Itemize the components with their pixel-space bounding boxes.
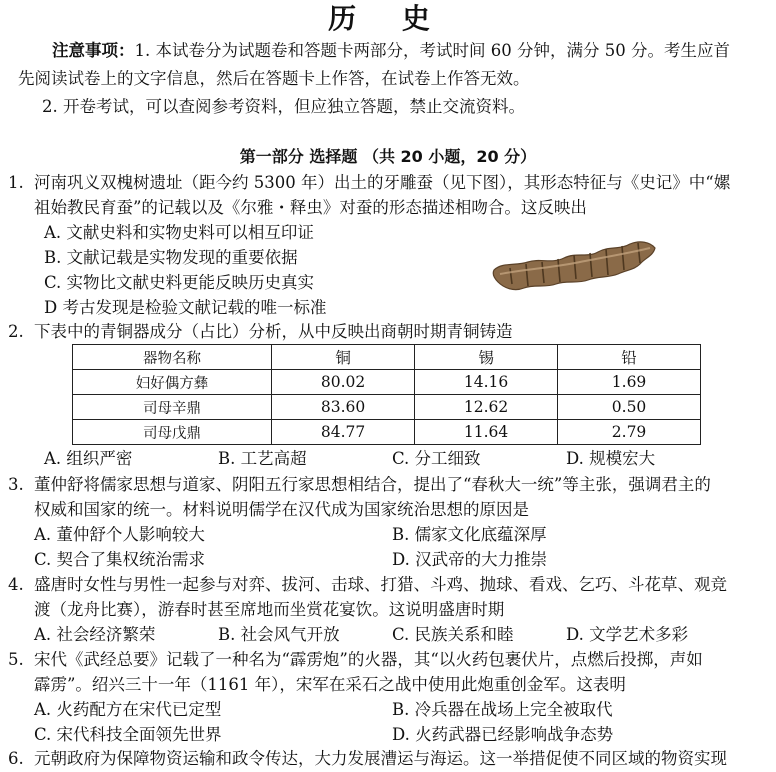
question-2-text-line1: 下表中的青铜器成分（占比）分析，从中反映出商朝时期青铜铸造	[34, 322, 513, 341]
notice-line-1	[52, 38, 730, 64]
question-number: 5.	[8, 650, 24, 669]
table-row	[73, 395, 701, 420]
q3-option-d: D. 汉武帝的大力推崇	[392, 550, 548, 569]
q4-option-a: A. 社会经济繁荣	[34, 625, 156, 644]
q3-option-a: A. 董仲舒个人影响较大	[34, 525, 205, 544]
question-number: 3.	[8, 475, 24, 494]
q1-option-a: A. 文献史料和实物史料可以相互印证	[44, 223, 314, 242]
table-cell: 80.02	[272, 370, 415, 395]
q2-option-a: A. 组织严密	[44, 449, 133, 468]
q1-option-c: C. 实物比文献史料更能反映历史真实	[44, 273, 315, 292]
table-cell: 12.62	[415, 395, 558, 420]
table-row	[73, 420, 701, 445]
bronze-composition-table	[72, 344, 701, 445]
table-cell: 1.69	[558, 370, 701, 395]
q2-option-d: D. 规模宏大	[566, 449, 656, 468]
table-header-row	[73, 345, 701, 370]
q5-option-d: D. 火药武器已经影响战争态势	[392, 725, 614, 744]
ivory-silkworm-image	[490, 236, 658, 296]
question-3-text-line1: 董仲舒将儒家思想与道家、阴阳五行家思想相结合，提出了“春秋大一统”等主张，强调君主的	[34, 475, 711, 494]
q5-option-c: C. 宋代科技全面领先世界	[34, 725, 222, 744]
q4-option-c: C. 民族关系和睦	[392, 625, 514, 644]
notice-item2: 2. 开卷考试，可以查阅参考资料，但应独立答题，禁止交流资料。	[42, 97, 525, 116]
question-4-text-line2: 渡（龙舟比赛），游春时甚至席地而坐赏花宴饮。这说明盛唐时期	[34, 600, 505, 619]
table-header-cell: 铜	[272, 345, 415, 370]
table-cell: 83.60	[272, 395, 415, 420]
q5-option-b: B. 冷兵器在战场上完全被取代	[392, 700, 613, 719]
exam-title: 历 史	[328, 2, 448, 35]
question-5-text-line2: 霹雳”。绍兴三十一年（1161 年），宋军在采石之战中使用此炮重创金军。这表明	[34, 675, 626, 694]
table-cell: 11.64	[415, 420, 558, 445]
section-heading: 第一部分 选择题 （共 20 小题，20 分）	[239, 147, 537, 166]
q3-option-b: B. 儒家文化底蕴深厚	[392, 525, 547, 544]
question-3-text-line2: 权威和国家的统一。材料说明儒学在汉代成为国家统治思想的原因是	[34, 500, 529, 519]
table-header-cell: 铅	[558, 345, 701, 370]
q4-option-b: B. 社会风气开放	[218, 625, 340, 644]
table-cell: 0.50	[558, 395, 701, 420]
q3-option-c: C. 契合了集权统治需求	[34, 550, 206, 569]
question-1-text-line1: 河南巩义双槐树遗址（距今约 5300 年）出土的牙雕蚕（见下图），其形态特征与《史记》中“嫘	[34, 173, 731, 192]
notice-item1-line2: 先阅读试卷上的文字信息，然后在答题卡上作答，在试卷上作答无效。	[18, 69, 530, 88]
question-number: 4.	[8, 575, 24, 594]
question-6-text-line1: 元朝政府为保障物资运输和政令传达，大力发展漕运与海运。这一举措促使不同区域的物资实现	[34, 749, 727, 768]
question-number: 6.	[8, 749, 24, 768]
q4-option-d: D. 文学艺术多彩	[566, 625, 689, 644]
notice-item1-line1: 1. 本试卷分为试题卷和答题卡两部分，考试时间 60 分钟，满分 50 分。考生应首	[134, 41, 730, 60]
table-row	[73, 370, 701, 395]
q2-option-c: C. 分工细致	[392, 449, 481, 468]
table-cell: 司母辛鼎	[73, 395, 272, 420]
table-header-cell: 锡	[415, 345, 558, 370]
q5-option-a: A. 火药配方在宋代已定型	[34, 700, 222, 719]
question-4-text-line1: 盛唐时女性与男性一起参与对弈、拔河、击球、打猎、斗鸡、抛球、看戏、乞巧、斗花草、观竞	[34, 575, 727, 594]
table-cell: 司母戊鼎	[73, 420, 272, 445]
question-number: 1.	[8, 173, 24, 192]
question-number: 2.	[8, 322, 24, 341]
table-cell: 妇好偶方彝	[73, 370, 272, 395]
table-cell: 14.16	[415, 370, 558, 395]
table-header-cell: 器物名称	[73, 345, 272, 370]
notice-label: 注意事项：	[52, 41, 135, 60]
question-1-text-line2: 祖始教民育蚕”的记载以及《尔雅・释虫》对蚕的形态描述相吻合。这反映出	[34, 198, 587, 217]
q1-option-d: D 考古发现是检验文献记载的唯一标准	[44, 298, 327, 317]
table-cell: 84.77	[272, 420, 415, 445]
q1-option-b: B. 文献记载是实物发现的重要依据	[44, 248, 298, 267]
question-5-text-line1: 宋代《武经总要》记载了一种名为“霹雳炮”的火器，其“以火药包裹伏片，点燃后投掷，声如	[34, 650, 703, 669]
q2-option-b: B. 工艺高超	[218, 449, 307, 468]
table-cell: 2.79	[558, 420, 701, 445]
